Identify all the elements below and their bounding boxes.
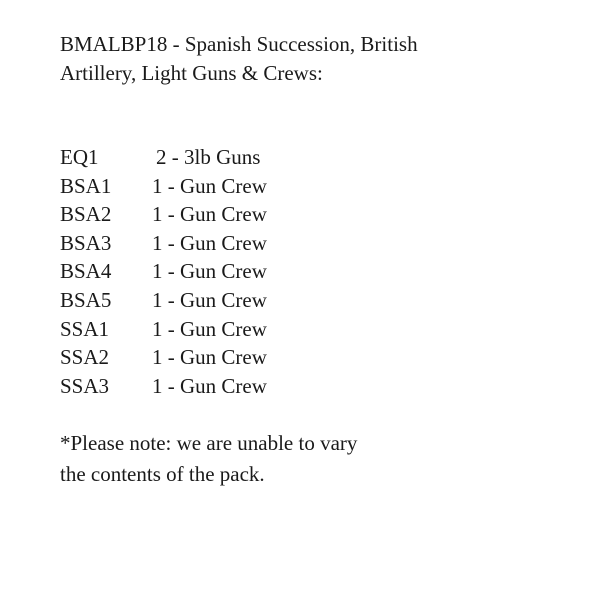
list-item — [60, 372, 580, 401]
pack-note — [60, 428, 580, 490]
pack-title — [60, 30, 580, 88]
pack-title-line-1: BMALBP18 - Spanish Succession, British — [60, 32, 418, 56]
list-item — [60, 257, 580, 286]
item-code: BSA5 — [60, 287, 112, 312]
item-description: 1 - Gun Crew — [152, 287, 267, 312]
item-code: EQ1 — [60, 145, 99, 169]
item-description: 2 - 3lb Guns — [156, 145, 261, 169]
pack-contents-list — [60, 143, 580, 400]
pack-note-line-2: the contents of the pack. — [60, 462, 265, 486]
list-item — [60, 143, 580, 172]
list-item — [60, 343, 580, 372]
item-code: SSA3 — [60, 373, 110, 398]
pack-title-line-2: Artillery, Light Guns & Crews: — [60, 61, 323, 85]
list-item — [60, 315, 580, 344]
item-description: 1 - Gun Crew — [152, 373, 267, 398]
item-code: BSA1 — [60, 173, 112, 198]
list-item — [60, 200, 580, 229]
item-code: BSA3 — [60, 230, 112, 255]
list-item — [60, 172, 580, 201]
item-description: 1 - Gun Crew — [152, 345, 267, 370]
item-code: BSA2 — [60, 202, 112, 227]
list-item — [60, 286, 580, 315]
item-description: 1 - Gun Crew — [152, 173, 267, 198]
item-description: 1 - Gun Crew — [152, 202, 267, 227]
item-description: 1 - Gun Crew — [152, 259, 267, 284]
item-code: SSA1 — [60, 316, 110, 341]
pack-note-line-1: *Please note: we are unable to vary — [60, 431, 358, 455]
list-item — [60, 229, 580, 258]
item-description: 1 - Gun Crew — [152, 230, 267, 255]
item-code: BSA4 — [60, 259, 112, 284]
item-code: SSA2 — [60, 345, 110, 370]
item-description: 1 - Gun Crew — [152, 316, 267, 341]
